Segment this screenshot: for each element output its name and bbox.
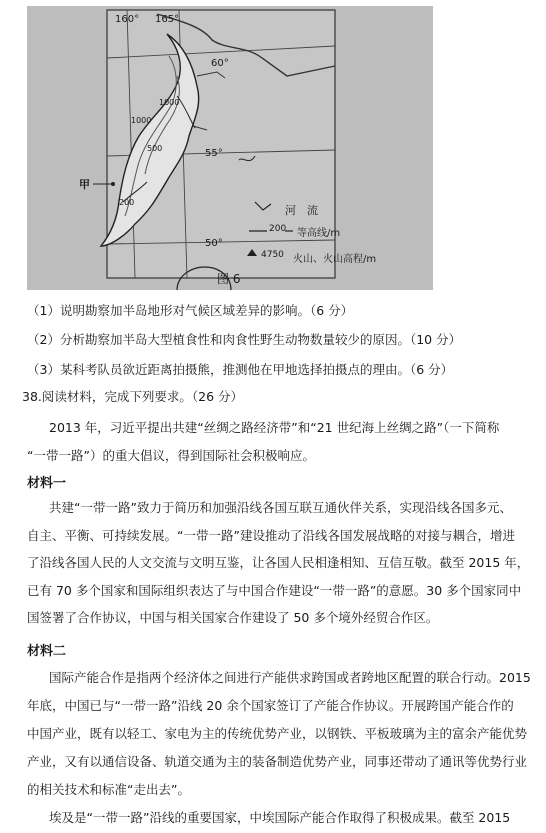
question-1: （1）说明勘察加半岛地形对气候区域差异的影响。（6 分） — [27, 303, 354, 318]
material1-line: 国签署了合作协议，中国与相关国家合作建设了 50 多个境外经贸合作区。 — [27, 610, 439, 625]
lat-label-55: 55° — [205, 148, 223, 159]
legend-river-label: 河 流 — [285, 204, 318, 217]
material1-line: 已有 70 多个国家和国际组织表达了与中国合作建设“一带一路”的意愿。30 多个国家同中 — [27, 582, 522, 598]
lat-label-50: 50° — [205, 238, 223, 249]
lat-label-60: 60° — [211, 58, 229, 69]
legend-volcano-value: 4750 — [261, 250, 284, 260]
material2-line: 国际产能合作是指两个经济体之间进行产能供求跨国或者跨地区配置的联合行动。2015 — [49, 670, 531, 685]
intro-line: “一带一路”）的重大倡议，得到国际社会积极响应。 — [27, 447, 315, 463]
material2-title: 材料二 — [27, 644, 67, 659]
legend-contour-label: 等高线/m — [297, 228, 341, 239]
material1-line: 自主、平衡、可持续发展。“一带一路”建设推动了沿线各国发展战略的对接与耦合，增进 — [27, 527, 515, 543]
material1-line: 了沿线各国人民的人文交流与文明互鉴，让各国人民相逢相知、互信互敬。截至 2015 年， — [27, 555, 530, 570]
question-2: （2）分析勘察加半岛大型植食性和肉食性野生动物数量较少的原因。（10 分） — [27, 332, 462, 347]
contour-label: 500 — [147, 144, 163, 153]
material1-title: 材料一 — [27, 476, 67, 491]
question-38: 38.阅读材料，完成下列要求。（26 分） — [22, 389, 244, 404]
material2-line: 的相关技术和标准“走出去”。 — [27, 782, 190, 797]
contour-label: 200 — [119, 198, 135, 207]
figure-caption: 图 6 — [217, 272, 241, 286]
material2-line: 年底，中国已与“一带一路”沿线 20 余个国家签订了产能合作协议。开展跨国产能合作的 — [27, 698, 514, 713]
kamchatka-map — [27, 6, 433, 290]
contour-label: 1000 — [131, 116, 152, 125]
legend-volcano-label: 火山、火山高程/m — [293, 254, 377, 265]
contour-label: 1000 — [159, 98, 180, 107]
intro-paragraph — [27, 414, 519, 469]
lon-label-165: 165° — [155, 14, 180, 25]
material2-line: 中国产业，既有以轻工、家电为主的传统优势产业，以钢铁、平板玻璃为主的富余产能优势 — [27, 726, 528, 741]
lon-label-160: 160° — [115, 14, 140, 25]
legend-contour-value: 200 — [269, 224, 287, 234]
marker-jia: 甲 — [79, 178, 90, 191]
material1-paragraph — [27, 494, 530, 632]
question-3: （3）某科考队员欲近距离拍摄熊，推测他在甲地选择拍摄点的理由。（6 分） — [27, 362, 454, 377]
material2-line: 埃及是“一带一路”沿线的重要国家，中埃国际产能合作取得了积极成果。截至 2015 — [49, 810, 511, 825]
material2-line: 产业，又有以通信设备、轨道交通为主的装备制造优势产业，同事还带动了通讯等优势行业 — [27, 754, 528, 769]
material2-paragraph — [27, 664, 531, 832]
figure-map — [27, 6, 433, 290]
material1-line: 共建“一带一路”致力于简历和加强沿线各国互联互通伙伴关系，实现沿线各国多元、 — [49, 500, 512, 515]
intro-line: 2013 年，习近平提出共建“丝绸之路经济带”和“21 世纪海上丝绸之路”（一下简称 — [49, 420, 500, 435]
